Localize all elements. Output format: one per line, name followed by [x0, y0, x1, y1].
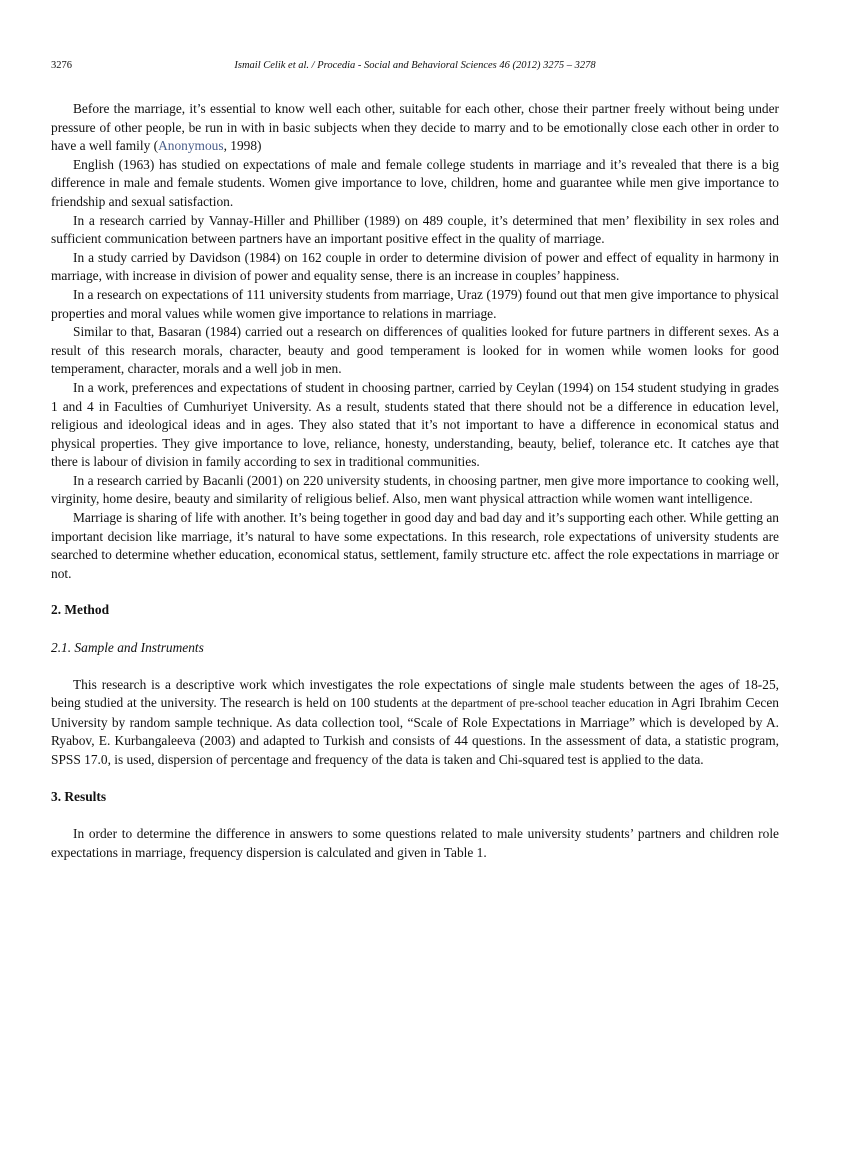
paragraph-ceylan: In a work, preferences and expectations of student in choosing partner, carried by Ceylan (1994) on 154 student studying in grades 1 and 4 in Faculties of Cumhuriyet University. As a result, students stated that there should not be a difference in education level, religious and ideological ideas and in ages. They also stated that it’s not important to have a difference in economical status and physical properties. They give importance to love, reliance, honesty, understanding, beauty, belief, tolerance etc. It catches aye that there is labour of division in family according to sex in traditional communities. — [51, 379, 779, 470]
paragraph-uraz: In a research on expectations of 111 university students from marriage, Uraz (1979) found out that men give importance to physical properties and moral values while women give importance to relations in marriage. — [51, 286, 779, 321]
department-text: at the department of pre-school teacher education — [421, 697, 654, 711]
results-heading: 3. Results — [51, 788, 107, 804]
page-header — [51, 59, 779, 73]
method-heading: 2. Method — [51, 602, 110, 618]
paragraph-method — [51, 676, 779, 770]
paragraph-text: Before the marriage, it’s essential to know well each other, suitable for each other, chose their partner freely without being under pressure of other people, be run in with in basic subjects when they decide to marry and to be emotionally close each other in order to have a well family ( — [51, 101, 779, 154]
paragraph-text: in Agri Ibrahim Cecen University by random sample technique. As data collection tool, “Scale of Role Expectations in Marriage” which is developed by A. Ryabov, E. Kurbangaleeva (2003) and adapted to Turkish and consists of 44 questions. In the assessment of data, a statistic program, SPSS 17.0, is used, dispersion of percentage and frequency of the data is taken and Chi-squared test is applied to the data. — [51, 695, 779, 767]
paragraph-english: English (1963) has studied on expectations of male and female college students in marriage and it’s revealed that there is a big difference in male and female students. Women give importance to love, children, home and guarantee while men give importance to friendship and sexual satisfaction. — [51, 156, 779, 209]
paragraph-davidson: In a study carried by Davidson (1984) on 162 couple in order to determine division of power and effect of equality in harmony in marriage, with increase in division of power and equality sense, there is an increase in couples’ happiness. — [51, 249, 779, 284]
citation-link-anonymous[interactable]: Anonymous — [158, 138, 224, 154]
paragraph-results: In order to determine the difference in answers to some questions related to male university students’ partners and children role expectations in marriage, frequency dispersion is calculated and given in Table 1. — [51, 826, 779, 860]
article-body — [51, 100, 779, 862]
paragraph-marriage: Marriage is sharing of life with another. It’s being together in good day and bad day and it’s supporting each other. While getting an important decision like marriage, it’s natural to have some expectations. In this research, role expectations of university students are searched to determine whether education, economical status, settlement, family structure etc. affect the role expectations in marriage or not. — [51, 510, 779, 581]
page-number: 3276 — [51, 60, 72, 71]
paragraph-vannay-hiller: In a research carried by Vannay-Hiller and Philliber (1989) on 489 couple, it’s determined that men’ flexibility in sex roles and sufficient communication between partners have an important positive effect in the quality of marriage. — [51, 212, 779, 247]
paragraph-text: , 1998) — [223, 138, 262, 154]
running-head: Ismail Celik et al. / Procedia - Social and Behavioral Sciences 46 (2012) 3275 – 3278 — [234, 60, 596, 71]
sample-instruments-subheading: 2.1. Sample and Instruments — [51, 640, 204, 656]
paragraph-text: This research is a descriptive work which investigates the role expectations of single male students between the ages of 18-25, being studied at the university. The research is held on 100 students — [51, 676, 779, 711]
paragraph-intro — [51, 100, 779, 156]
paragraph-bacanli: In a research carried by Bacanli (2001) on 220 university students, in choosing partner, men give more importance to cooking well, virginity, home desire, beauty and similarity of religious belief. Also, men want physical attraction while women want intelligence. — [51, 472, 779, 507]
paragraph-basaran: Similar to that, Basaran (1984) carried out a research on differences of qualities looked for future partners in different sexes. As a result of this research morals, character, beauty and good temperament is looked for in women while women looks for good temperament, character, morals and a well job in men. — [51, 324, 779, 377]
